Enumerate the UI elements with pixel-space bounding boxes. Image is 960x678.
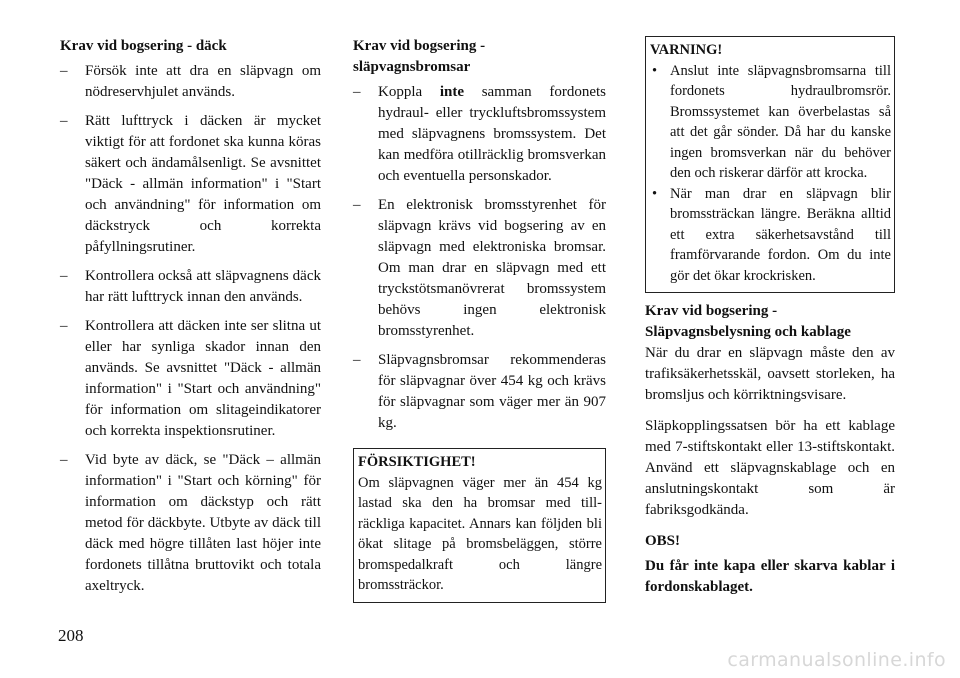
column-3 [645, 36, 895, 608]
column-2 [353, 36, 606, 603]
list-item: – Rätt lufttryck i däcken är mycket viktigt för att fordonet ska kunna köras säkert och ändamålsenligt. Se avsnittet "Däck - allmän information" i "Start och användning" för information om däckstryck och korrekta påfyllningsrutiner. [60, 111, 321, 258]
obs-text: Du får inte kapa eller skarva kablar i fordonskablaget. [645, 558, 895, 595]
section-heading-lighting-wiring: Krav vid bogsering - Släpvagnsbelysning och kablage [645, 303, 851, 340]
caution-box [353, 448, 606, 603]
warning-bullet: • Anslut inte släpvagnsbromsarna till fordonets hydraulbromsrör. Bromssystemet kan överbelastas så att det går sönder. Då har du kanske ingen bromsverkan när du behöver den och riskerar därför att krocka. [650, 61, 891, 184]
warning-bullet: • När man drar en släpvagn blir bromssträckan längre. Beräkna alltid ett extra säkerhetsavstånd till framförvarande fordon. Om du inte gör det ökar krockrisken. [650, 184, 891, 287]
paragraph: När du drar en släpvagn måste den av trafiksäkerhetsskäl, oavsett storleken, ha bromsljus och körriktningsvisare. [645, 345, 895, 403]
item-text-post: samman fordonets hydraul- eller tryckluftsbromssystem med släpvagnens bromssystem. Det kan medföra otillräcklig bromsverkan och eventuella personskador. [378, 84, 606, 184]
page-number: 208 [58, 626, 84, 645]
obs-label: OBS! [645, 533, 681, 549]
list-item: – Släpvagnsbromsar rekommenderas för släpvagnar över 454 kg och krävs för släpvagnar som väger mer än 907 kg. [353, 350, 606, 434]
list-item: – Kontrollera också att släpvagnens däck har rätt lufttryck innan den används. [60, 266, 321, 308]
item-text-emphasis: inte [439, 84, 465, 100]
list-item: – En elektronisk bromsstyrenhet för släpvagn krävs vid bogsering av en släpvagn med elektroniska bromsar. Om man drar en släpvagn med ett tryckstötsmanövrerat bromssystem behövs ingen elektronisk bromsstyrenhet. [353, 195, 606, 342]
warning-box [645, 36, 895, 293]
paragraph: Släpkopplingssatsen bör ha ett kablage med 7-stiftskontakt eller 13-stiftskontakt. Använd ett släpvagnskablage och en anslutningskontakt som är fabriksgodkända. [645, 418, 895, 518]
list-item [353, 82, 606, 187]
item-text-pre: Koppla [378, 84, 440, 100]
watermark: carmanualsonline.info [727, 649, 946, 671]
warning-title: VARNING! [650, 42, 723, 58]
column-1 [60, 36, 321, 605]
section-heading-trailer-brakes: Krav vid bogsering - släpvagnsbromsar [353, 38, 486, 75]
caution-title: FÖRSIKTIGHET! [358, 454, 476, 470]
list-item: – Vid byte av däck, se "Däck – allmän information" i "Start och körning" för information om däckstyp och rätt metod för däckbyte. Utbyte av däck till däck med högre tillåten last höjer inte fordonets tillåtna bruttovikt och totala axeltryck. [60, 450, 321, 597]
list-item: – Kontrollera att däcken inte ser slitna ut eller har synliga skador innan den används. Se avsnittet "Däck - allmän information" i "Start och användning" för information om slitageindikatorer och korrekta inspektionsrutiner. [60, 316, 321, 442]
caution-text: Om släpvagnen väger mer än 454 kg lastad ska den ha bromsar med tillräckliga kapacitet. Annars kan följden bli ökat slitage på bromsbeläggen, större bromspedalkraft och längre bromssträckor. [358, 474, 602, 593]
section-heading-tires: Krav vid bogsering - däck [60, 38, 227, 54]
list-item: – Försök inte att dra en släpvagn om nödreservhjulet används. [60, 61, 321, 103]
